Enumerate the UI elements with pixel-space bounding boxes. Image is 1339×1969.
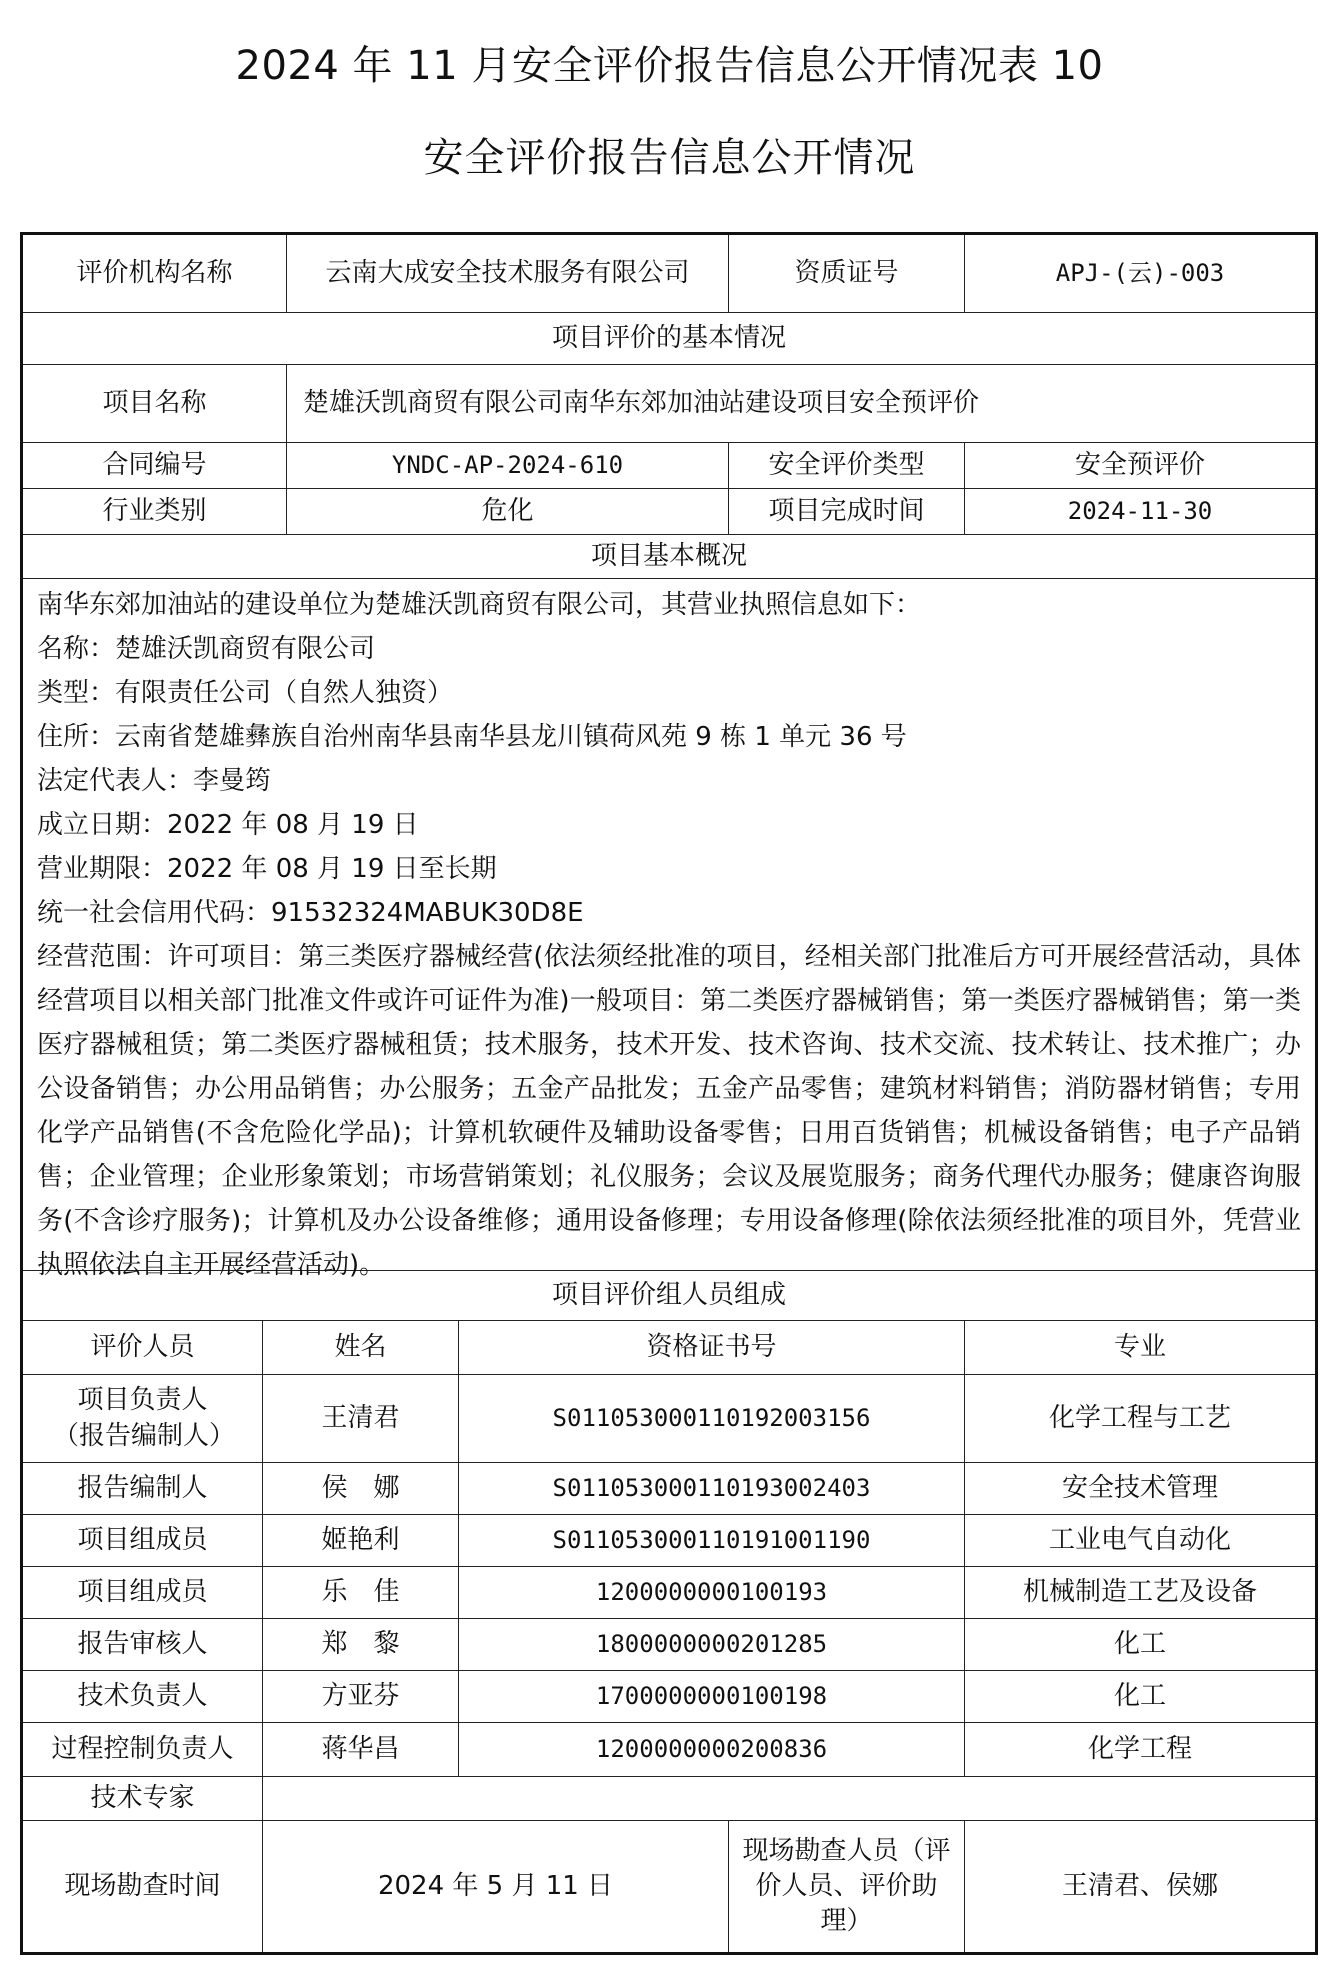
team-role: 项目负责人（报告编制人） — [23, 1375, 263, 1463]
cert-value: APJ-(云)-003 — [965, 235, 1315, 313]
survey-time-label: 现场勘查时间 — [23, 1821, 263, 1952]
team-major: 化学工程与工艺 — [965, 1375, 1315, 1463]
team-role: 技术负责人 — [23, 1671, 263, 1723]
team-role: 报告编制人 — [23, 1463, 263, 1515]
document-subtitle: 安全评价报告信息公开情况 — [423, 135, 916, 181]
team-name: 王清君 — [263, 1375, 459, 1463]
team-cert: 1700000000100198 — [459, 1671, 965, 1723]
overview-section-title: 项目基本概况 — [23, 535, 1315, 579]
industry-value: 危化 — [287, 489, 729, 535]
team-major: 化学工程 — [965, 1723, 1315, 1777]
project-name-label: 项目名称 — [23, 365, 287, 443]
overview-line: 成立日期：2022 年 08 月 19 日 — [37, 810, 419, 840]
eval-type-value: 安全预评价 — [965, 443, 1315, 489]
business-scope: 经营范围：许可项目：第三类医疗器械经营(依法须经批准的项目，经相关部门批准后方可开展经营活动，具体经营项目以相关部门批准文件或许可证件为准)一般项目：第二类医疗器械销售；第一类医疗器械销售；第一类医疗器械租赁；第二类医疗器械租赁；技术服务，技术开发、技术咨询、技术交流、技术转让、技术推广；办公设备销售；办公用品销售；办公服务；五金产品批发；五金产品零售；建筑材料销售；消防器材销售；专用化学产品销售(不含危险化学品)；计算机软硬件及辅助设备零售；日用百货销售；机械设备销售；电子产品销售；企业管理；企业形象策划；市场营销策划；礼仪服务；会议及展览服务；商务代理代办服务；健康咨询服务(不含诊疗服务)；计算机及办公设备维修；通用设备修理；专用设备修理(除依法须经批准的项目外，凭营业执照依法自主开展经营活动)。 — [37, 942, 1301, 1280]
overview-line: 住所：云南省楚雄彝族自治州南华县南华县龙川镇荷风苑 9 栋 1 单元 36 号 — [37, 722, 907, 752]
project-name-value: 楚雄沃凯商贸有限公司南华东郊加油站建设项目安全预评价 — [287, 365, 1315, 443]
disclosure-table — [20, 232, 1318, 1955]
team-header-major: 专业 — [965, 1321, 1315, 1375]
overview-line: 法定代表人：李曼筠 — [37, 766, 272, 796]
org-name-value: 云南大成安全技术服务有限公司 — [287, 235, 729, 313]
team-name: 侯 娜 — [263, 1463, 459, 1515]
team-major: 化工 — [965, 1671, 1315, 1723]
overview-line: 类型：有限责任公司（自然人独资） — [37, 678, 454, 708]
contract-value: YNDC-AP-2024-610 — [287, 443, 729, 489]
cert-label: 资质证号 — [729, 235, 965, 313]
team-role: 项目组成员 — [23, 1515, 263, 1567]
team-name: 方亚芬 — [263, 1671, 459, 1723]
contract-label: 合同编号 — [23, 443, 287, 489]
expert-label: 技术专家 — [23, 1777, 263, 1821]
team-cert: S011053000110191001190 — [459, 1515, 965, 1567]
team-major: 化工 — [965, 1619, 1315, 1671]
team-cert: S011053000110193002403 — [459, 1463, 965, 1515]
overview-line: 南华东郊加油站的建设单位为楚雄沃凯商贸有限公司，其营业执照信息如下： — [37, 590, 922, 620]
overview-body — [23, 579, 1315, 1280]
industry-label: 行业类别 — [23, 489, 287, 535]
team-name: 郑 黎 — [263, 1619, 459, 1671]
team-role: 报告审核人 — [23, 1619, 263, 1671]
survey-staff-label: 现场勘查人员（评价人员、评价助理） — [729, 1821, 965, 1952]
team-cert: 1200000000100193 — [459, 1567, 965, 1619]
org-name-label: 评价机构名称 — [23, 235, 287, 313]
overview-line: 营业期限：2022 年 08 月 19 日至长期 — [37, 854, 497, 884]
team-name: 乐 佳 — [263, 1567, 459, 1619]
team-role: 项目组成员 — [23, 1567, 263, 1619]
basic-section-title: 项目评价的基本情况 — [23, 313, 1315, 365]
team-role: 过程控制负责人 — [23, 1723, 263, 1777]
team-major: 工业电气自动化 — [965, 1515, 1315, 1567]
team-name: 姬艳利 — [263, 1515, 459, 1567]
team-name: 蒋华昌 — [263, 1723, 459, 1777]
expert-value — [263, 1777, 1315, 1821]
survey-staff-value: 王清君、侯娜 — [1061, 1870, 1218, 1901]
overview-line: 统一社会信用代码：91532324MABUK30D8E — [37, 898, 584, 928]
team-major: 安全技术管理 — [965, 1463, 1315, 1515]
team-cert: S011053000110192003156 — [459, 1375, 965, 1463]
team-section-title: 项目评价组人员组成 — [23, 1271, 1315, 1321]
finish-value: 2024-11-30 — [965, 489, 1315, 535]
team-header-role: 评价人员 — [23, 1321, 263, 1375]
document-title: 2024 年 11 月安全评价报告信息公开情况表 10 — [235, 43, 1104, 89]
team-cert: 1200000000200836 — [459, 1723, 965, 1777]
team-header-cert: 资格证书号 — [459, 1321, 965, 1375]
team-header-name: 姓名 — [263, 1321, 459, 1375]
overview-line: 名称：楚雄沃凯商贸有限公司 — [37, 634, 376, 664]
finish-label: 项目完成时间 — [729, 489, 965, 535]
team-cert: 1800000000201285 — [459, 1619, 965, 1671]
eval-type-label: 安全评价类型 — [729, 443, 965, 489]
team-major: 机械制造工艺及设备 — [965, 1567, 1315, 1619]
survey-time-value: 2024 年 5 月 11 日 — [263, 1821, 729, 1952]
